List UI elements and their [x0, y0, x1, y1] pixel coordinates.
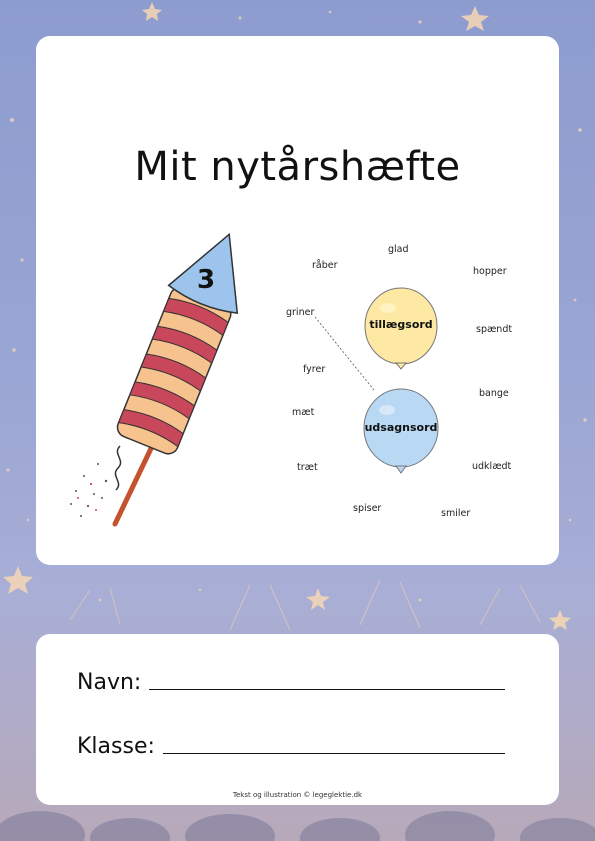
info-card: [36, 634, 559, 805]
word-item: bange: [479, 388, 509, 399]
credit-text: Tekst og illustration © legeglektie.dk: [232, 791, 363, 799]
balloon-yellow-label: tillægsord: [369, 318, 433, 331]
name-field[interactable]: [77, 670, 505, 695]
name-line[interactable]: [149, 689, 505, 690]
word-item: smiler: [441, 508, 471, 519]
word-item: spiser: [353, 503, 382, 514]
word-item: mæt: [292, 407, 315, 418]
word-item: udklædt: [472, 461, 512, 472]
name-label: Navn:: [77, 670, 142, 695]
word-item: glad: [388, 244, 409, 255]
word-item: råber: [312, 260, 338, 271]
page-title: Mit nytårshæfte: [134, 144, 461, 190]
word-item: træt: [297, 462, 318, 473]
class-label: Klasse:: [77, 734, 155, 759]
rocket-illustration: [70, 220, 263, 524]
word-item: griner: [286, 307, 315, 318]
cover-card: [36, 36, 559, 565]
rocket-number: 3: [196, 265, 216, 295]
cover-illustration: [36, 36, 559, 565]
word-item: hopper: [473, 266, 507, 277]
class-line[interactable]: [163, 753, 505, 754]
balloon-blue-label: udsagnsord: [364, 421, 438, 434]
word-item: fyrer: [303, 364, 326, 375]
word-item: spændt: [476, 324, 513, 335]
class-field[interactable]: [77, 734, 505, 759]
